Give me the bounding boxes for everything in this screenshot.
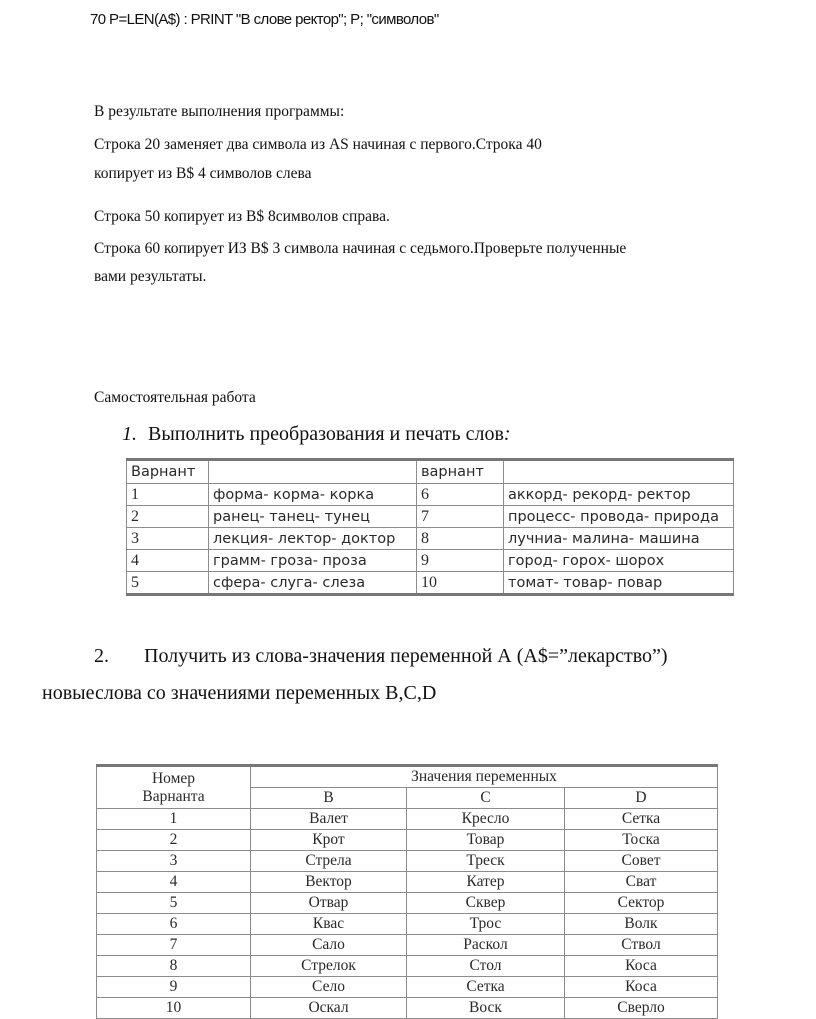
table-cell: Катер [407,872,565,893]
table-cell: 7 [97,935,251,956]
task2-number: 2. [94,645,109,667]
task2-text-1: Получить из слова-значения переменной А (А$=”лекарство”) [144,645,668,667]
table-row [127,506,734,528]
table-cell: Сало [251,935,407,956]
table-cell: томат- товар- повар [504,572,734,595]
table-cell: Совет [565,851,718,872]
table-cell: 5 [97,893,251,914]
header-cell: Варнант [127,460,209,484]
table-cell: 4 [127,550,209,572]
table-cell: Отвар [251,893,407,914]
header-col-d: D [565,788,718,809]
header-variant-cell [97,766,251,809]
table-cell: Коса [565,956,718,977]
table-row [97,809,718,830]
result-heading: В результате выполнения программы: [94,103,345,120]
table-cell: Сверло [565,998,718,1019]
table-cell: Стрела [251,851,407,872]
header-variant-line-2: Варнанта [142,787,205,805]
result-line-4: Строка 60 копирует ИЗ В$ 3 символа начиная с седьмого.Проверьте полученные [94,240,627,257]
table-cell: 1 [127,484,209,506]
table-row [127,528,734,550]
result-line-2: копирует из В$ 4 символов слева [94,165,312,182]
table-cell: Кресло [407,809,565,830]
header-cell [209,460,417,484]
table-cell: Треск [407,851,565,872]
table-cell: лучниа- малина- машина [504,528,734,550]
header-col-c: C [407,788,565,809]
table-cell: Товар [407,830,565,851]
table-cell: Село [251,977,407,998]
table-cell: 5 [127,572,209,595]
table-row [97,914,718,935]
table-cell: Сектор [565,893,718,914]
table-cell: Крот [251,830,407,851]
table-cell: 10 [417,572,504,595]
table-row [97,830,718,851]
table-cell: процесс- провода- природа [504,506,734,528]
table-cell: 6 [97,914,251,935]
table-row [127,484,734,506]
task1-title: Выполнить преобразования и печать слов [148,423,504,445]
task2-table [96,764,718,1019]
code-line: 70 P=LEN(A$) : PRINT "В слове ректор"; P; "символов" [90,11,439,28]
table-row [97,851,718,872]
task1-colon: : [503,423,511,445]
header-variant-line-1: Номер [151,769,196,787]
table-cell: город- горох- шорох [504,550,734,572]
table-cell: Раскол [407,935,565,956]
header-cell: варнант [417,460,504,484]
table-cell: Оскал [251,998,407,1019]
table-cell: Ствол [565,935,718,956]
header-col-b: B [251,788,407,809]
table-cell: 10 [97,998,251,1019]
table-cell: Валет [251,809,407,830]
table-row [97,956,718,977]
table-header-row [97,766,718,788]
table-cell: 4 [97,872,251,893]
table-row [127,550,734,572]
table-cell: Стол [407,956,565,977]
table-row [97,935,718,956]
table-cell: 7 [417,506,504,528]
table-header-row [127,460,734,484]
table-cell: сфера- слуга- слеза [209,572,417,595]
table-cell: 2 [127,506,209,528]
task1-table [126,458,734,596]
table-cell: Вектор [251,872,407,893]
table-cell: лекция- лектор- доктор [209,528,417,550]
table-cell: Квас [251,914,407,935]
table-cell: аккорд- рекорд- ректор [504,484,734,506]
task1-number: 1. [122,423,137,445]
result-line-5: вами результаты. [94,268,207,285]
table-cell: Сетка [565,809,718,830]
table-cell: 9 [97,977,251,998]
independent-work-heading: Самостоятельная работа [94,389,256,406]
table-cell: форма- корма- корка [209,484,417,506]
table-row [127,572,734,595]
table-cell: Коса [565,977,718,998]
table-row [97,998,718,1019]
task1-heading [122,423,511,446]
header-cell [504,460,734,484]
table-cell: ранец- танец- тунец [209,506,417,528]
table-cell: 6 [417,484,504,506]
header-values-cell: Значения переменных [251,766,718,788]
table-row [97,893,718,914]
table-cell: Волк [565,914,718,935]
table-cell: 1 [97,809,251,830]
table-cell: 9 [417,550,504,572]
table-cell: Сват [565,872,718,893]
table-row [97,872,718,893]
table-cell: Стрелок [251,956,407,977]
result-line-1: Строка 20 заменяет два символа из АS начиная с первого.Строка 40 [94,136,542,153]
table-cell: Трос [407,914,565,935]
table-cell: 8 [97,956,251,977]
table-cell: Тоска [565,830,718,851]
table-cell: 8 [417,528,504,550]
table-row [97,977,718,998]
table-cell: Воск [407,998,565,1019]
table-cell: грамм- гроза- проза [209,550,417,572]
table-cell: 3 [97,851,251,872]
result-line-3: Строка 50 копирует из В$ 8символов справа. [94,208,390,225]
table-cell: Сетка [407,977,565,998]
task2-line-1 [94,645,668,668]
table-cell: 2 [97,830,251,851]
table-cell: 3 [127,528,209,550]
table-cell: Сквер [407,893,565,914]
task2-text-2: новыеслова со значениями переменных В,С,D [42,682,437,704]
